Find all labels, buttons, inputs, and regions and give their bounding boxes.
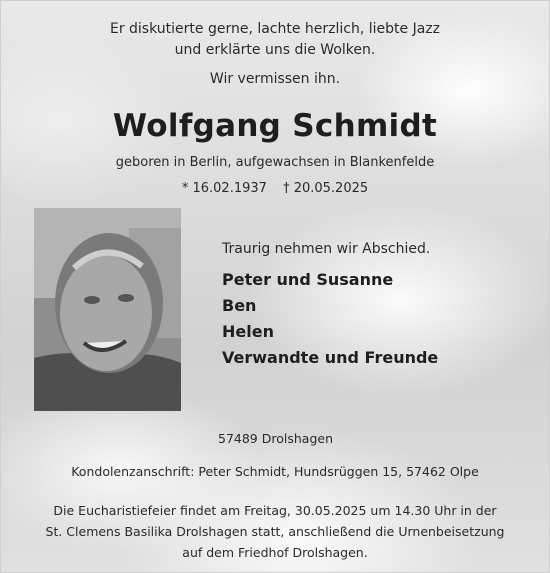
birth-date: * 16.02.1937 — [181, 181, 267, 196]
born-line: geboren in Berlin, aufgewachsen in Blankenfelde — [115, 155, 435, 170]
service-info — [0, 500, 550, 563]
mourner-name: Verwandte und Freunde — [222, 348, 439, 367]
death-date: † 20.05.2025 — [283, 181, 369, 196]
life-dates — [0, 181, 550, 196]
portrait-photo — [34, 208, 181, 411]
miss-line: Wir vermissen ihn. — [209, 71, 341, 87]
mourner-name: Helen — [222, 322, 274, 341]
town-line: 57489 Drolshagen — [218, 431, 333, 446]
farewell-text: Traurig nehmen wir Abschied. — [222, 241, 431, 257]
service-line: auf dem Friedhof Drolshagen. — [182, 545, 368, 560]
intro-line: Er diskutierte gerne, lachte herzlich, liebte Jazz — [109, 21, 441, 37]
mourner-name: Ben — [222, 296, 257, 315]
condolence-address: Kondolenzanschrift: Peter Schmidt, Hundsrüggen 15, 57462 Olpe — [71, 464, 479, 479]
service-line: St. Clemens Basilika Drolshagen statt, anschließend die Urnenbeisetzung — [45, 524, 505, 539]
mourner-name: Peter und Susanne — [222, 270, 394, 289]
deceased-name: Wolfgang Schmidt — [112, 108, 438, 144]
intro-text — [0, 19, 550, 61]
intro-line: und erklärte uns die Wolken. — [174, 42, 376, 58]
service-line: Die Eucharistiefeier findet am Freitag, 30.05.2025 um 14.30 Uhr in der — [53, 503, 497, 518]
